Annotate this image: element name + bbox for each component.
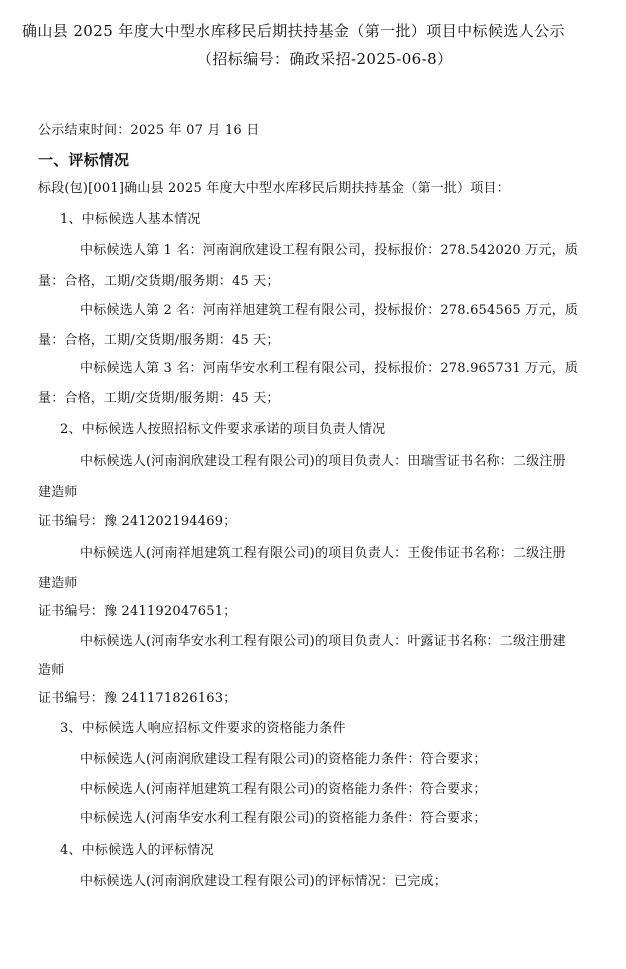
- manager-2-line-2: 建造师: [38, 576, 78, 591]
- manager-1-line-1: 中标候选人(河南润欣建设工程有限公司)的项目负责人：田瑞雪证书名称：二级注册: [80, 454, 566, 469]
- manager-3-line-2: 造师: [38, 663, 65, 678]
- manager-3-certificate-number: 证书编号：豫 241171826163；: [38, 691, 237, 706]
- qualification-item-2: 中标候选人(河南祥旭建筑工程有限公司)的资格能力条件：符合要求；: [80, 782, 487, 797]
- manager-1-line-2: 建造师: [38, 485, 78, 500]
- notice-end-time: 公示结束时间：2025 年 07 月 16 日: [38, 123, 260, 138]
- document-title-line-1: 确山县 2025 年度大中型水库移民后期扶持基金（第一批）项目中标候选人公示: [22, 22, 565, 40]
- candidate-1-line-2: 量：合格，工期/交货期/服务期：45 天；: [38, 274, 280, 289]
- candidate-3-line-2: 量：合格，工期/交货期/服务期：45 天；: [38, 391, 280, 406]
- candidate-3-line-1: 中标候选人第 3 名：河南华安水利工程有限公司，投标报价：278.965731 万元，质: [80, 361, 579, 376]
- document-title-line-2: （招标编号：确政采招-2025-06-8）: [197, 50, 453, 68]
- subsection-title-basic-info: 1、中标候选人基本情况: [60, 212, 201, 227]
- candidate-2-line-2: 量：合格，工期/交货期/服务期：45 天；: [38, 333, 280, 348]
- candidate-1-line-1: 中标候选人第 1 名：河南润欣建设工程有限公司，投标报价：278.542020 万元，质: [80, 243, 579, 258]
- candidate-2-line-1: 中标候选人第 2 名：河南祥旭建筑工程有限公司，投标报价：278.654565 万元，质: [80, 303, 579, 318]
- section-heading-evaluation: 一、评标情况: [38, 151, 130, 169]
- qualification-item-3: 中标候选人(河南华安水利工程有限公司)的资格能力条件：符合要求；: [80, 811, 487, 826]
- evaluation-status-item-1: 中标候选人(河南润欣建设工程有限公司)的评标情况：已完成；: [80, 874, 447, 889]
- subsection-title-evaluation-status: 4、中标候选人的评标情况: [60, 843, 214, 858]
- qualification-item-1: 中标候选人(河南润欣建设工程有限公司)的资格能力条件：符合要求；: [80, 752, 487, 767]
- manager-2-line-1: 中标候选人(河南祥旭建筑工程有限公司)的项目负责人：王俊伟证书名称：二级注册: [80, 546, 566, 561]
- subsection-title-project-managers: 2、中标候选人按照招标文件要求承诺的项目负责人情况: [60, 422, 386, 437]
- lot-description: 标段(包)[001]确山县 2025 年度大中型水库移民后期扶持基金（第一批）项目：: [38, 181, 510, 196]
- manager-3-line-1: 中标候选人(河南华安水利工程有限公司)的项目负责人：叶露证书名称：二级注册建: [80, 634, 566, 649]
- manager-2-certificate-number: 证书编号：豫 241192047651；: [38, 604, 237, 619]
- manager-1-certificate-number: 证书编号：豫 241202194469；: [38, 514, 237, 529]
- subsection-title-qualification: 3、中标候选人响应招标文件要求的资格能力条件: [60, 721, 346, 736]
